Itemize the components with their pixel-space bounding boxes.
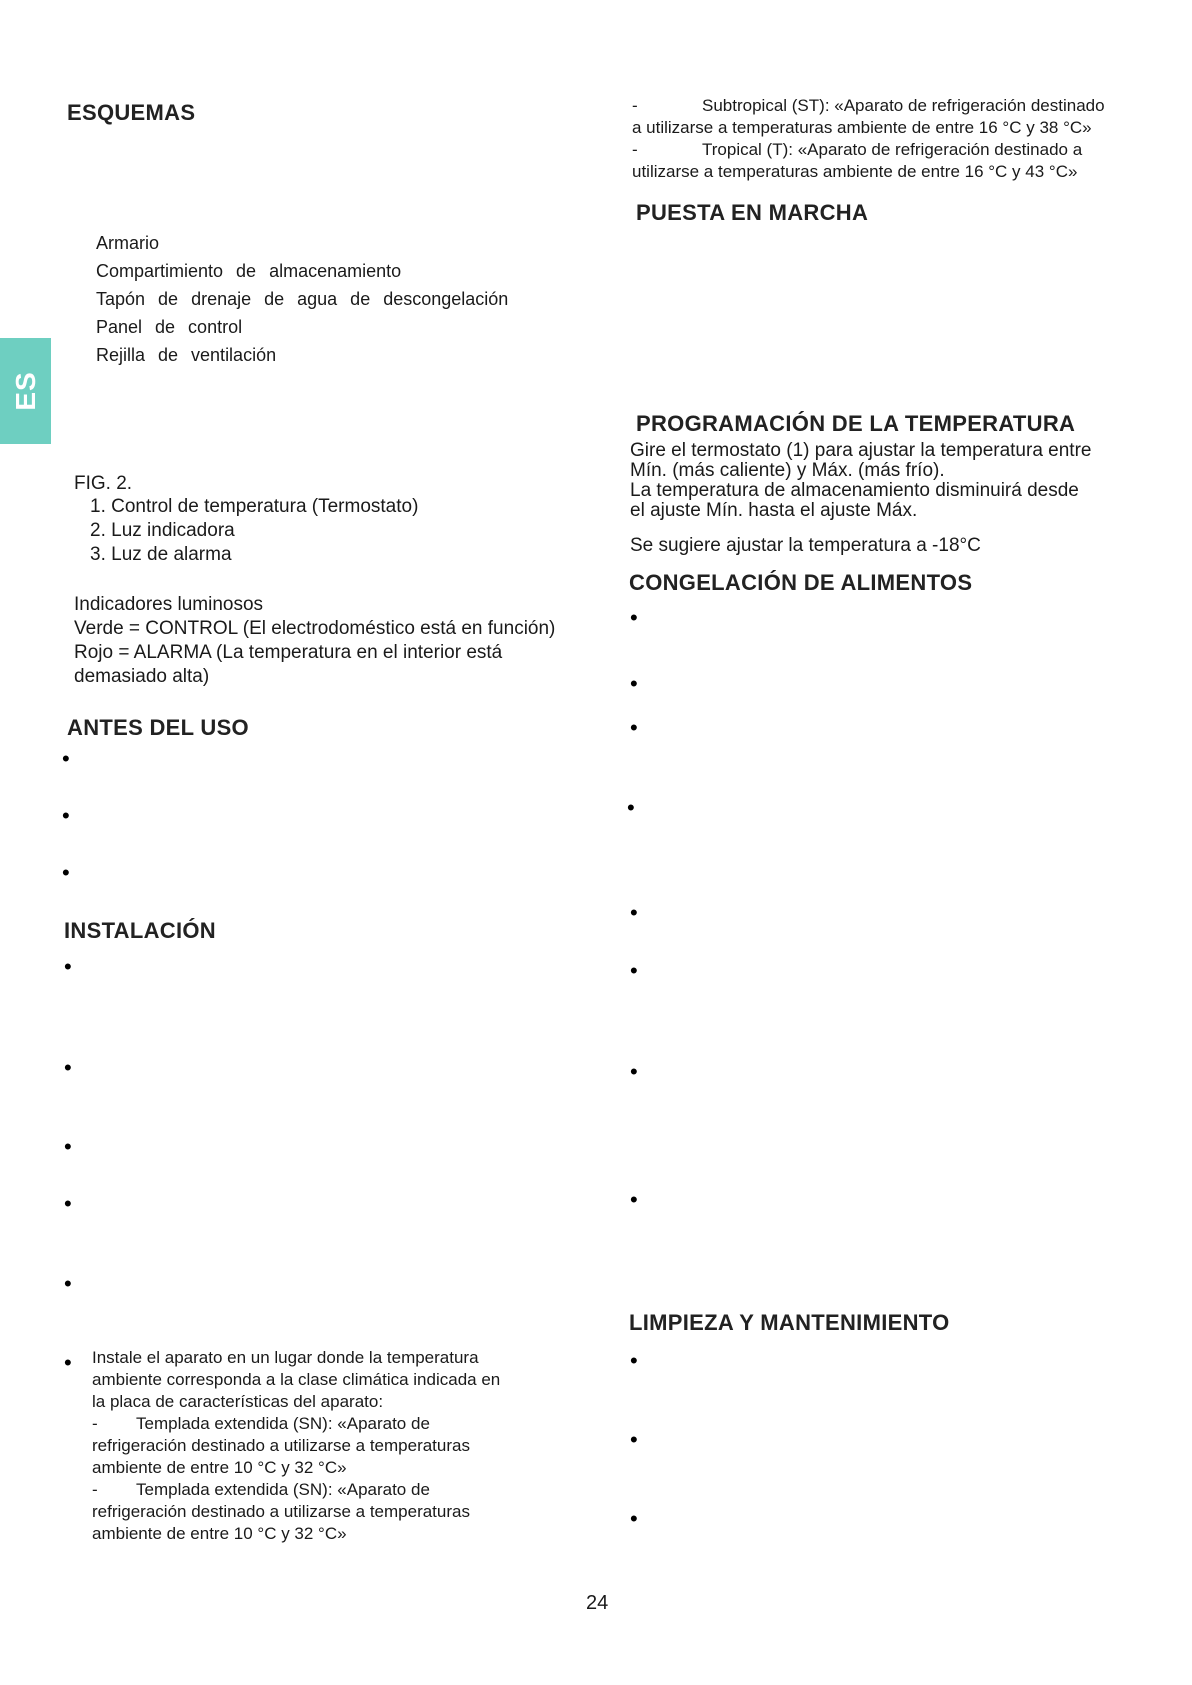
antes-heading: ANTES DEL USO [67, 715, 249, 740]
programacion-heading: PROGRAMACIÓN DE LA TEMPERATURA [636, 411, 1076, 436]
programacion-line: La temperatura de almacenamiento disminuirá desde [630, 480, 1079, 501]
indicators-block [74, 594, 555, 690]
bullet: • [64, 1350, 72, 1375]
fig-item: 3. Luz de alarma [90, 544, 232, 565]
bullet: • [627, 795, 635, 820]
fig-item: 1. Control de temperatura (Termostato) [90, 496, 419, 517]
climate-t-line [632, 139, 1172, 161]
bullet: • [62, 803, 70, 828]
bullet: • [630, 1187, 638, 1212]
climate-st-text: Subtropical (ST): «Aparato de refrigeración destinado [702, 96, 1105, 115]
programacion-line: el ajuste Mín. hasta el ajuste Máx. [630, 500, 918, 521]
limpieza-heading: LIMPIEZA Y MANTENIMIENTO [629, 1310, 950, 1335]
parts-list [96, 233, 508, 373]
page-number: 24 [586, 1592, 609, 1614]
programacion-line: Mín. (más caliente) y Máx. (más frío). [630, 460, 945, 481]
part-item: Armario [96, 233, 160, 253]
indicators-title: Indicadores luminosos [74, 594, 264, 615]
language-tab-label: ES [9, 371, 41, 411]
bullet: • [64, 1271, 72, 1296]
programacion-text [630, 441, 1170, 521]
climate-sn-line: refrigeración destinado a utilizarse a temperaturas [92, 1436, 470, 1455]
bullet: • [630, 900, 638, 925]
climate-st-line [632, 95, 1172, 117]
climate-t-text: Tropical (T): «Aparato de refrigeración destinado a [702, 140, 1083, 159]
bullet: • [64, 1055, 72, 1080]
bullet: • [630, 1059, 638, 1084]
bullet: • [62, 860, 70, 885]
indicator-line: Verde = CONTROL (El electrodoméstico está en función) [74, 618, 556, 639]
climate-intro-line: ambiente corresponda a la clase climática indicada en [92, 1370, 501, 1389]
climate-class-block [92, 1347, 572, 1545]
fig-list [90, 496, 418, 568]
bullet: • [630, 1506, 638, 1531]
dash: - [632, 96, 638, 115]
climate-intro-line: la placa de características del aparato: [92, 1392, 384, 1411]
climate-sn-text: Templada extendida (SN): «Aparato de [136, 1480, 430, 1499]
climate-sn-line: ambiente de entre 10 °C y 32 °C» [92, 1458, 347, 1477]
climate-sn-text: Templada extendida (SN): «Aparato de [136, 1414, 430, 1433]
part-item: Tapón de drenaje de agua de descongelación [96, 289, 509, 309]
instalacion-heading: INSTALACIÓN [64, 918, 216, 943]
climate-t-line: utilizarse a temperaturas ambiente de entre 16 °C y 43 °C» [632, 162, 1078, 181]
bullet: • [62, 746, 70, 771]
bullet: • [630, 1348, 638, 1373]
part-item: Rejilla de ventilación [96, 345, 277, 365]
bullet: • [64, 1134, 72, 1159]
dash: - [632, 140, 638, 159]
bullet: • [630, 1427, 638, 1452]
climate-sn-line [92, 1479, 572, 1501]
fig-item: 2. Luz indicadora [90, 520, 235, 541]
dash: - [92, 1414, 98, 1433]
temperature-suggestion: Se sugiere ajustar la temperatura a -18°C [630, 535, 981, 556]
congelacion-heading: CONGELACIÓN DE ALIMENTOS [629, 570, 973, 595]
bullet: • [64, 1191, 72, 1216]
programacion-line: Gire el termostato (1) para ajustar la temperatura entre [630, 440, 1092, 461]
climate-sn-line [92, 1413, 572, 1435]
climate-sn-line: ambiente de entre 10 °C y 32 °C» [92, 1524, 347, 1543]
bullet: • [630, 715, 638, 740]
bullet: • [630, 671, 638, 696]
dash: - [92, 1480, 98, 1499]
part-item: Panel de control [96, 317, 243, 337]
part-item: Compartimiento de almacenamiento [96, 261, 402, 281]
bullet: • [630, 605, 638, 630]
puesta-heading: PUESTA EN MARCHA [636, 200, 869, 225]
indicator-line: demasiado alta) [74, 666, 210, 687]
climate-intro-line: Instale el aparato en un lugar donde la temperatura [92, 1348, 479, 1367]
bullet: • [630, 958, 638, 983]
esquemas-heading: ESQUEMAS [67, 100, 196, 125]
bullet: • [64, 954, 72, 979]
climate-sn-line: refrigeración destinado a utilizarse a temperaturas [92, 1502, 470, 1521]
indicator-line: Rojo = ALARMA (La temperatura en el interior está [74, 642, 503, 663]
climate-continued-block [632, 95, 1172, 183]
fig-label: FIG. 2. [74, 473, 133, 494]
climate-st-line: a utilizarse a temperaturas ambiente de entre 16 °C y 38 °C» [632, 118, 1092, 137]
language-tab [0, 338, 51, 444]
